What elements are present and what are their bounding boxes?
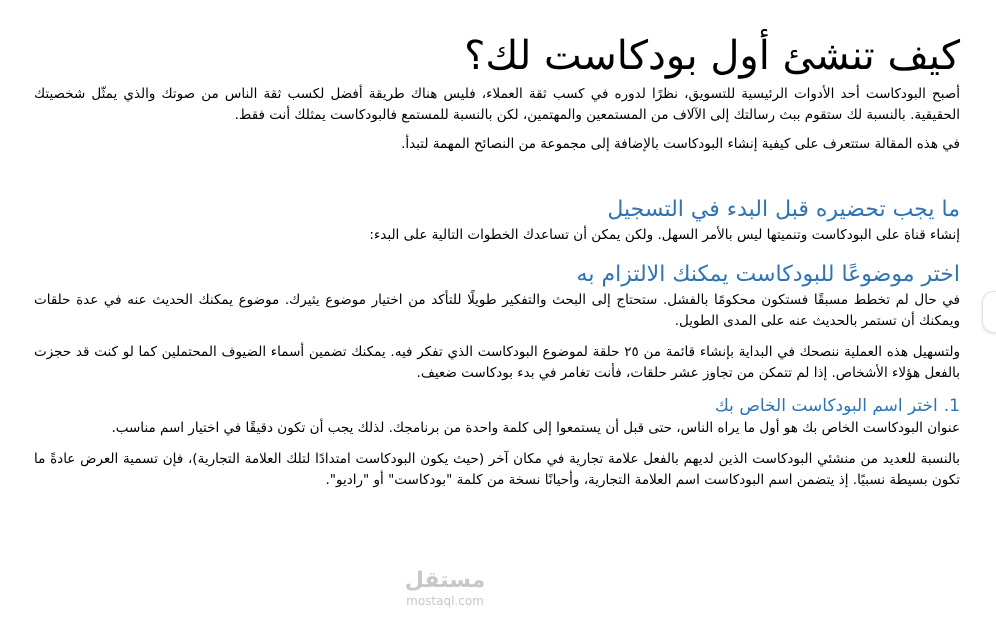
section-paragraph-preparation: إنشاء قناة على البودكاست وتنميتها ليس بالأمر السهل. ولكن يمكن أن تساعدك الخطوات التالية على البدء:	[369, 227, 960, 243]
subsection-paragraph-podcast-name-1: عنوان البودكاست الخاص بك هو أول ما يراه الناس، حتى قبل أن يستمعوا إلى كلمة واحدة من برنامجك. لذلك يجب أن تكون دقيقًا في اختيار اسم مناسب.	[111, 420, 960, 436]
watermark-logo-text: mostaql.com	[406, 594, 484, 608]
section-heading-choose-topic: اختر موضوعًا للبودكاست يمكنك الالتزام به	[576, 262, 960, 287]
subsection-heading-text: اختر اسم البودكاست الخاص بك	[714, 396, 938, 416]
subsection-number: 1.	[943, 396, 960, 416]
side-scroll-handle[interactable]	[982, 291, 996, 333]
document-page	[34, 30, 960, 491]
watermark-logo-icon: مستقل	[404, 568, 486, 593]
intro-paragraph-1: أصبح البودكاست أحد الأدوات الرئيسية للتسويق، نظرًا لدوره في كسب ثقة العملاء، فليس هناك طريقة أفضل لكسب ثقة الناس من صوتك والذي يمثّل شخصيتك الحقيقية. بالنسبة لك ستقوم ببث رسالتك إلى الآلاف من المستمعين والمهتمين، لكن بالنسبة للمستمع فالبودكاست يمثلك أنت فقط.	[34, 86, 960, 123]
intro-paragraph-2: في هذه المقالة ستتعرف على كيفية إنشاء البودكاست بالإضافة إلى مجموعة من النصائح المهمة لتبدأ.	[401, 136, 960, 152]
subsection-heading-podcast-name	[34, 394, 960, 418]
section-paragraph-choose-topic-2: ولتسهيل هذه العملية ننصحك في البداية بإنشاء قائمة من ٢٥ حلقة لموضوع البودكاست الذي تفكر فيه. يمكنك تضمين أسماء الضيوف المحتملين كما لو كنت قد حجزت بالفعل هؤلاء الأشخاص. إذا لم تتمكن من تجاوز عشر حلقات، فأنت تغامر في بدء بودكاست ضعيف.	[34, 344, 960, 381]
subsection-paragraph-podcast-name-2: بالنسبة للعديد من منشئي البودكاست الذين لديهم بالفعل علامة تجارية في مكان آخر (حيث يكون البودكاست امتدادًا لتلك العلامة التجارية)، فإن تسمية العرض عادةً ما تكون بسيطة نسبيًا. إذ يتضمن اسم البودكاست اسم العلامة التجارية، وأحيانًا نسخة من كلمة "بودكاست" أو "راديو".	[34, 451, 960, 488]
mostaql-watermark	[390, 570, 500, 608]
document-title: كيف تنشئ أول بودكاست لك؟	[464, 33, 960, 79]
section-heading-preparation: ما يجب تحضيره قبل البدء في التسجيل	[607, 197, 960, 222]
section-paragraph-choose-topic-1: في حال لم تخطط مسبقًا فستكون محكومًا بالفشل. ستحتاج إلى البحث والتفكير طويلًا للتأكد من اختيار موضوع يثيرك. موضوع يمكنك الحديث عنه في عدة حلقات ويمكنك أن تستمر بالحديث عنه على المدى الطويل.	[34, 292, 960, 329]
